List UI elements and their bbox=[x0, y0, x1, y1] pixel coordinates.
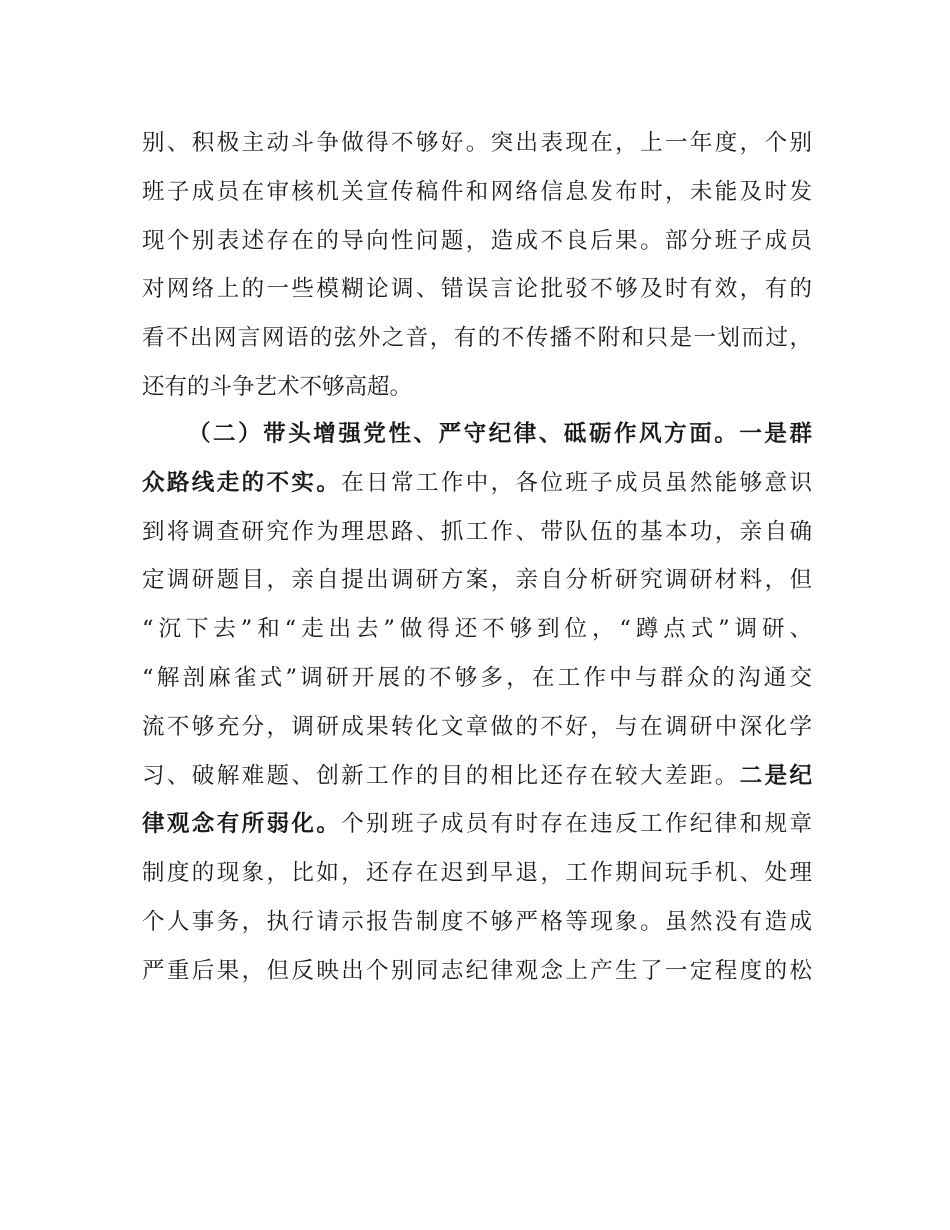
text-run: 现个别表述存在的导向性问题，造成不良后果。部分班子成员 bbox=[142, 227, 812, 254]
text-line bbox=[142, 119, 812, 168]
text-line bbox=[142, 217, 812, 266]
text-line bbox=[142, 703, 812, 752]
text-run: 还有的斗争艺术不够高超。 bbox=[142, 373, 413, 400]
text-line bbox=[142, 265, 812, 314]
text-run: 个人事务，执行请示报告制度不够严格等现象。虽然没有造成 bbox=[142, 908, 812, 935]
text-run: 制度的现象，比如，还存在迟到早退，工作期间玩手机、处理 bbox=[142, 860, 812, 887]
text-line bbox=[142, 898, 812, 947]
text-run: 到将调查研究作为理思路、抓工作、带队伍的基本功，亲自确 bbox=[142, 518, 812, 545]
text-run: 流不够充分，调研成果转化文章做的不好，与在调研中深化学 bbox=[142, 713, 812, 740]
text-line bbox=[142, 168, 812, 217]
point-heading: 律观念有所弱化。 bbox=[142, 811, 342, 838]
text-line bbox=[142, 752, 812, 801]
text-line bbox=[142, 947, 812, 996]
point-heading: 二是纪 bbox=[739, 762, 812, 789]
text-run: 班子成员在审核机关宣传稿件和网络信息发布时，未能及时发 bbox=[142, 178, 812, 205]
text-run: “沉下去”和“走出去”做得还不够到位，“蹲点式”调研、 bbox=[142, 616, 812, 643]
text-line bbox=[142, 605, 812, 654]
text-line bbox=[142, 849, 812, 898]
text-run: 习、破解难题、创新工作的目的相比还存在较大差距。 bbox=[142, 762, 740, 789]
text-run: 在日常工作中，各位班子成员虽然能够意识 bbox=[341, 469, 812, 496]
text-run: 个别班子成员有时存在违反工作纪律和规章 bbox=[341, 811, 812, 838]
text-run: 对网络上的一些模糊论调、错误言论批驳不够及时有效，有的 bbox=[142, 276, 812, 303]
text-run: “解剖麻雀式”调研开展的不够多，在工作中与群众的沟通交 bbox=[142, 664, 812, 691]
text-run: 别、积极主动斗争做得不够好。突出表现在，上一年度，个别 bbox=[142, 130, 812, 156]
text-line bbox=[142, 654, 812, 703]
text-line bbox=[142, 459, 812, 508]
text-run: 严重后果，但反映出个别同志纪律观念上产生了一定程度的松 bbox=[142, 957, 812, 984]
text-line bbox=[142, 508, 812, 557]
paragraph-party-discipline bbox=[142, 410, 812, 996]
paragraph-ideological-struggle bbox=[142, 119, 812, 412]
text-line bbox=[142, 556, 812, 605]
text-line bbox=[142, 314, 812, 363]
text-run: 定调研题目，亲自提出调研方案，亲自分析研究调研材料，但 bbox=[142, 567, 812, 594]
section-heading: （二）带头增强党性、严守纪律、砥砺作风方面。一是群 bbox=[188, 421, 812, 447]
point-heading: 众路线走的不实。 bbox=[142, 469, 342, 496]
text-line bbox=[142, 800, 812, 849]
text-line bbox=[142, 363, 812, 412]
text-run: 看不出网言网语的弦外之音，有的不传播不附和只是一划而过， bbox=[142, 325, 812, 352]
section-heading-line bbox=[142, 410, 812, 459]
